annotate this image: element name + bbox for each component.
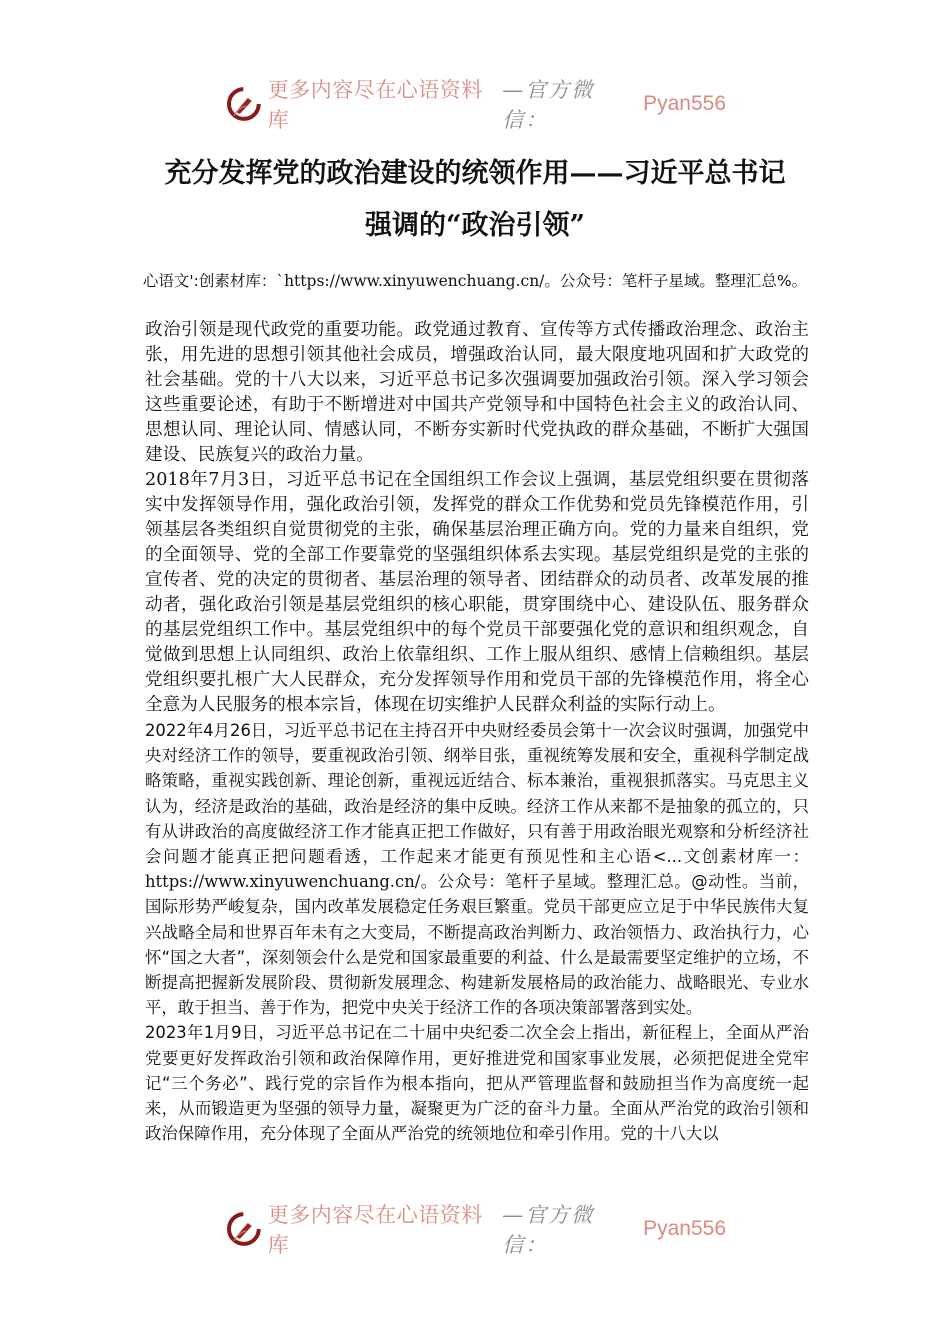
footer-banner (226, 1203, 726, 1257)
title-line-2: 强调的“政治引领” (364, 210, 586, 241)
document-body (145, 318, 809, 1146)
paragraph-1: 政治引领是现代政党的重要功能。政党通过教育、宣传等方式传播政治理念、政治主张，用先进的思想引领其他社会成员，增强政治认同，最大限度地巩固和扩大政党的社会基础。党的十八大以来，习近平总书记多次强调要加强政治引领。深入学习领会这些重要论述，有助于不断增进对中国共产党领导和中国特色社会主义的政治认同、思想认同、理论认同、情感认同，不断夯实新时代党执政的群众基础，不断扩大强国建设、民族复兴的政治力量。 (145, 320, 809, 465)
banner-separator-text: —官方微信： (502, 78, 595, 132)
source-suffix: 。公众号：笔杆子星域。整理汇总%。 (544, 272, 808, 290)
source-prefix: 心语文':创素材库：` (142, 272, 285, 290)
quill-pen-logo-icon (226, 86, 262, 122)
paragraph-3 (145, 718, 809, 1020)
banner-text: 更多内容尽在心语资料库 (267, 78, 483, 132)
source-url: https://www.xinyuwenchuang.cn/ (284, 272, 545, 290)
paragraph-3-text-b: 。公众号：笔杆子星域。整理汇总。@动性。当前，国际形势严峻复杂，国内改革发展稳定任务艰巨繁重。党员干部更应立足于中华民族伟大复兴战略全局和世界百年未有之大变局，不断提高政治判断力、政治领悟力、政治执行力，心怀“国之大者”，深刻领会什么是党和国家最重要的利益、什么是最需要坚定维护的立场，不断提高把握新发展阶段、贯彻新发展理念、构建新发展格局的政治能力、战略眼光、专业水平，敢于担当、善于作为，把党中央关于经济工作的各项决策部署落到实处。 (145, 872, 809, 1018)
paragraph-4: 2023年1月9日，习近平总书记在二十届中央纪委二次全会上指出，新征程上，全面从严治党要更好发挥政治引领和政治保障作用，更好推进党和国家事业发展，必须把促进全党牢记“三个务必”、践行党的宗旨作为根本指向，把从严管理监督和鼓励担当作为高度统一起来，从而锻造更为坚强的领导力量，凝聚更为广泛的奋斗力量。全面从严治党的政治引领和政治保障作用，充分体现了全面从严治党的统领地位和牵引作用。党的十八大以 (145, 1023, 809, 1144)
paragraph-3-url: https://www.xinyuwenchuang.cn/ (145, 872, 421, 892)
banner-text: 更多内容尽在心语资料库 (267, 1203, 483, 1257)
paragraph-2: 2018年7月3日，习近平总书记在全国组织工作会议上强调，基层党组织要在贯彻落实中发挥领导作用，强化政治引领，发挥党的群众工作优势和党员先锋模范作用，引领基层各类组织自觉贯彻党的主张，确保基层治理正确方向。党的力量来自组织，党的全面领导、党的全部工作要靠党的坚强组织体系去实现。基层党组织是党的主张的宣传者、党的决定的贯彻者、基层治理的领导者、团结群众的动员者、改革发展的推动者，强化政治引领是基层党组织的核心职能，贯穿围绕中心、建设队伍、服务群众的基层党组织工作中。基层党组织中的每个党员干部要强化党的意识和组织观念，自觉做到思想上认同组织、政治上依靠组织、工作上服从组织、感情上信赖组织。基层党组织要扎根广大人民群众，充分发挥领导作用和党员干部的先锋模范作用，将全心全意为人民服务的根本宗旨，体现在切实维护人民群众利益的实际行动上。 (145, 470, 809, 715)
source-note (140, 269, 810, 293)
banner-separator-text: —官方微信： (502, 1203, 595, 1257)
quill-pen-logo-icon (226, 1211, 262, 1247)
document-title (120, 148, 830, 252)
banner-wechat-id: Pyan556 (643, 1217, 726, 1240)
header-banner (226, 78, 726, 132)
title-line-1: 充分发挥党的政治建设的统领作用——习近平总书记 (164, 158, 786, 189)
paragraph-3-text-a: 2022年4月26日，习近平总书记在主持召开中央财经委员会第十一次会议时强调，加强党中央对经济工作的领导，要重视政治引领、纲举目张，重视统筹发展和安全，重视科学制定战略策略，重视实践创新、理论创新，重视远近结合、标本兼治，重视狠抓落实。马克思主义认为，经济是政治的基础，政治是经济的集中反映。经济工作从来都不是抽象的孤立的，只有从讲政治的高度做经济工作才能真正把工作做好，只有善于用政治眼光观察和分析经济社会问题才能真正把问题看透，工作起来才能更有预见性和主心语<...文创素材库一： (145, 721, 809, 867)
banner-wechat-id: Pyan556 (643, 92, 726, 115)
